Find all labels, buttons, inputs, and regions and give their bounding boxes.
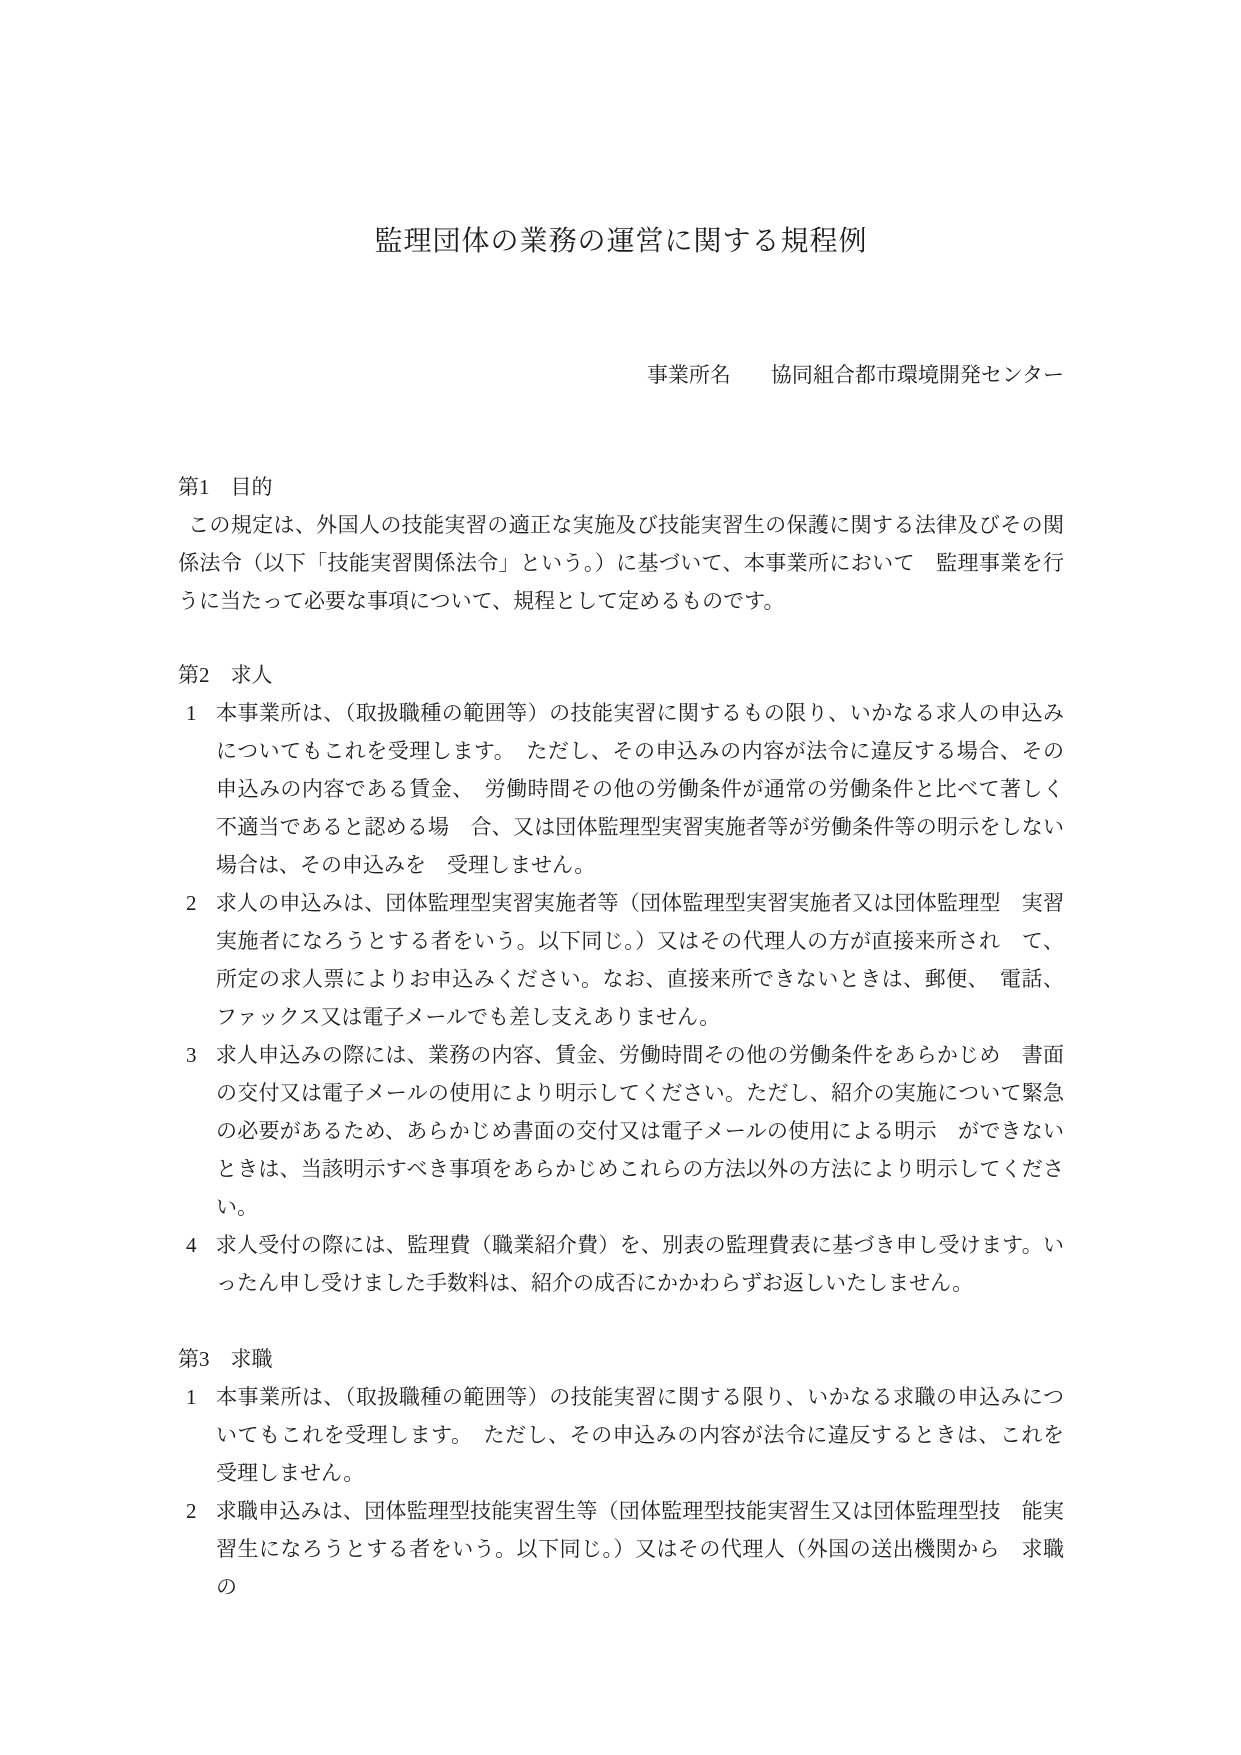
document-page — [178, 0, 1064, 1606]
list-item — [178, 1036, 1064, 1226]
section-paragraph: この規定は、外国人の技能実習の適正な実施及び技能実習生の保護に関する法律及びその関係法令（以下「技能実習関係法令」という。）に基づいて、本事業所において 監理事業を行うに当たって必要な事項について、規程として定めるものです。 — [178, 513, 1064, 613]
list-item — [178, 1378, 1064, 1492]
office-line — [178, 356, 1064, 394]
section-job-offers — [178, 656, 1064, 1302]
item-number: 2 — [186, 891, 197, 915]
item-text: 求職申込みは、団体監理型技能実習生等（団体監理型技能実習生又は団体監理型技 能実習生になろうとする者をいう。以下同じ。）又はその代理人（外国の送出機関から 求職の — [215, 1499, 1064, 1599]
item-text: 本事業所は、（取扱職種の範囲等）の技能実習に関する限り、いかなる求職の申込みについてもこれを受理します。 ただし、その申込みの内容が法令に違反するときは、これを受理しません。 — [215, 1385, 1064, 1485]
item-number: 1 — [186, 701, 197, 725]
document-title: 監理団体の業務の運営に関する規程例 — [374, 226, 868, 257]
item-number: 1 — [186, 1385, 197, 1409]
section-heading: 第3 求職 — [178, 1347, 273, 1371]
section-heading: 第1 目的 — [178, 475, 273, 499]
list-item — [178, 694, 1064, 884]
office-label: 事業所名 — [646, 363, 731, 387]
item-number: 3 — [186, 1043, 197, 1067]
section-purpose — [178, 468, 1064, 620]
section-heading: 第2 求人 — [178, 663, 273, 687]
item-text: 求人受付の際には、監理費（職業紹介費）を、別表の監理費表に基づき申し受けます。いったん申し受けました手数料は、紹介の成否にかかわらずお返しいたしません。 — [215, 1233, 1064, 1295]
item-text: 求人申込みの際には、業務の内容、賃金、労働時間その他の労働条件をあらかじめ 書面の交付又は電子メールの使用により明示してください。ただし、紹介の実施について緊急の必要があるため、あらかじめ書面の交付又は電子メールの使用による明示 ができないときは、当該明示すべき事項をあらかじめこれらの方法以外の方法により明示してください。 — [215, 1043, 1064, 1219]
office-name: 協同組合都市環境開発センター — [770, 363, 1064, 387]
list-item — [178, 884, 1064, 1036]
item-text: 本事業所は、（取扱職種の範囲等）の技能実習に関するもの限り、いかなる求人の申込みについてもこれを受理します。 ただし、その申込みの内容が法令に違反する場合、その申込みの内容である賃金、 労働時間その他の労働条件が通常の労働条件と比べて著しく不適当であると認める場 合、又は団体監理型実習実施者等が労働条件等の明示をしない場合は、その申込みを 受理しません。 — [215, 701, 1064, 877]
item-text: 求人の申込みは、団体監理型実習実施者等（団体監理型実習実施者又は団体監理型 実習実施者になろうとする者をいう。以下同じ。）又はその代理人の方が直接来所され て、所定の求人票によりお申込みください。なお、直接来所できないときは、郵便、 電話、ファックス又は電子メールでも差し支えありません。 — [215, 891, 1064, 1029]
list-item — [178, 1226, 1064, 1302]
item-number: 2 — [186, 1499, 197, 1523]
section-job-seeking — [178, 1340, 1064, 1606]
item-number: 4 — [186, 1233, 197, 1257]
list-item — [178, 1492, 1064, 1606]
